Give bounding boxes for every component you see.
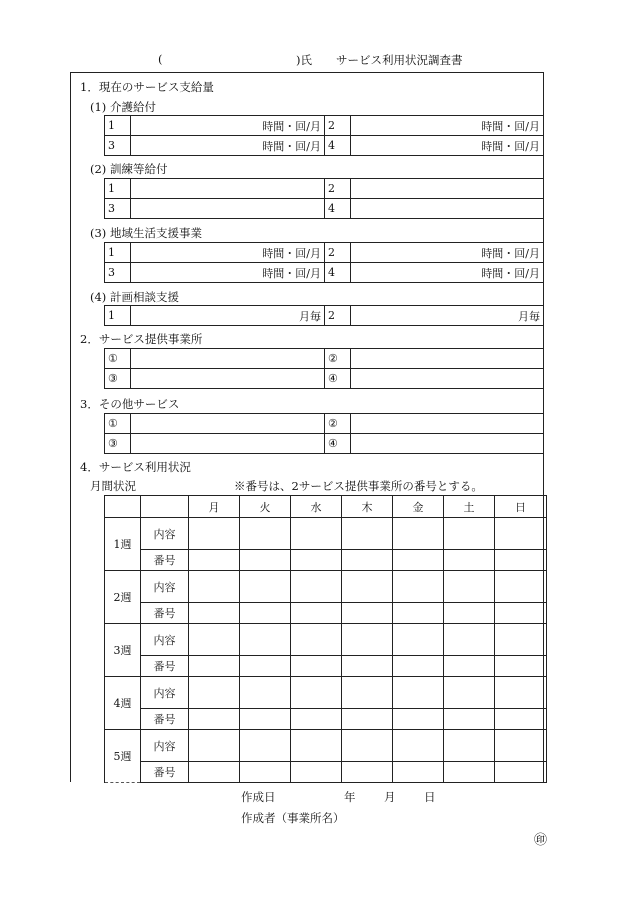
row-number: ①: [105, 349, 131, 369]
schedule-cell[interactable]: [189, 762, 240, 783]
row-number: 2: [325, 116, 351, 136]
entry-field[interactable]: 時間・回/月: [131, 243, 325, 263]
table-row: [105, 550, 547, 571]
content-label: 内容: [141, 624, 189, 656]
row-number: ④: [325, 434, 351, 454]
table-row: [105, 709, 547, 730]
table-row: [105, 306, 544, 326]
community-support-label: (3) 地域生活支援事業: [90, 226, 202, 240]
schedule-cell[interactable]: [189, 730, 240, 762]
schedule-cell[interactable]: [495, 571, 547, 603]
schedule-cell[interactable]: [291, 656, 342, 677]
planning-consult-label: (4) 計画相談支援: [90, 290, 179, 304]
schedule-cell[interactable]: [393, 518, 444, 550]
number-label: 番号: [141, 762, 189, 783]
row-number: ③: [105, 434, 131, 454]
schedule-cell[interactable]: [444, 656, 495, 677]
table-row: [105, 571, 547, 603]
weekly-usage-table: [104, 495, 547, 783]
section-2-heading: 2．サービス提供事業所: [80, 332, 203, 346]
table-row: [105, 656, 547, 677]
month-label: 月: [384, 790, 396, 804]
number-label: 番号: [141, 709, 189, 730]
schedule-cell[interactable]: [189, 624, 240, 656]
schedule-cell[interactable]: [393, 571, 444, 603]
content-label: 内容: [141, 677, 189, 709]
schedule-cell[interactable]: [495, 603, 547, 624]
entry-field[interactable]: 時間・回/月: [131, 116, 325, 136]
seal-icon: ㊞: [534, 833, 548, 848]
content-label: 内容: [141, 518, 189, 550]
entry-field[interactable]: [351, 369, 544, 389]
schedule-cell[interactable]: [444, 571, 495, 603]
content-label: 内容: [141, 730, 189, 762]
table-row: [105, 243, 544, 263]
schedule-cell[interactable]: [393, 709, 444, 730]
table-row: [105, 624, 547, 656]
schedule-cell[interactable]: [444, 730, 495, 762]
number-note: ※番号は、2サービス提供事業所の番号とする。: [234, 479, 483, 493]
number-label: 番号: [141, 603, 189, 624]
schedule-cell[interactable]: [189, 677, 240, 709]
schedule-cell[interactable]: [189, 571, 240, 603]
entry-field[interactable]: [131, 369, 325, 389]
training-benefit-table: [104, 178, 544, 219]
row-number: 3: [105, 136, 131, 156]
schedule-cell[interactable]: [342, 709, 393, 730]
schedule-cell[interactable]: [495, 762, 547, 783]
created-date-label: 作成日: [241, 790, 276, 804]
entry-field[interactable]: 時間・回/月: [351, 243, 544, 263]
schedule-cell[interactable]: [342, 730, 393, 762]
schedule-cell[interactable]: [189, 603, 240, 624]
monthly-status-label: 月間状況: [90, 479, 136, 493]
row-number: 2: [325, 306, 351, 326]
day-header: 火: [240, 496, 291, 518]
schedule-cell[interactable]: [393, 762, 444, 783]
content-label: 内容: [141, 571, 189, 603]
schedule-cell[interactable]: [393, 677, 444, 709]
schedule-cell[interactable]: [393, 624, 444, 656]
day-header: 月: [189, 496, 240, 518]
number-label: 番号: [141, 550, 189, 571]
blank-header: [141, 496, 189, 518]
schedule-cell[interactable]: [342, 571, 393, 603]
schedule-cell[interactable]: [240, 518, 291, 550]
schedule-cell[interactable]: [393, 730, 444, 762]
year-label: 年: [344, 790, 356, 804]
training-benefit-label: (2) 訓練等給付: [90, 162, 168, 176]
day-header: 土: [444, 496, 495, 518]
table-row: [105, 762, 547, 783]
table-row: [105, 116, 544, 136]
entry-field[interactable]: [351, 414, 544, 434]
schedule-cell[interactable]: [291, 677, 342, 709]
day-header: 水: [291, 496, 342, 518]
schedule-cell[interactable]: [291, 730, 342, 762]
care-benefit-table: [104, 115, 544, 156]
entry-field[interactable]: 月毎: [131, 306, 325, 326]
schedule-cell[interactable]: [240, 656, 291, 677]
entry-field[interactable]: [131, 199, 325, 219]
schedule-cell[interactable]: [342, 677, 393, 709]
week-label: 1週: [105, 518, 141, 571]
schedule-cell[interactable]: [444, 624, 495, 656]
schedule-cell[interactable]: [240, 730, 291, 762]
community-support-table: [104, 242, 544, 283]
schedule-cell[interactable]: [444, 709, 495, 730]
schedule-cell[interactable]: [291, 624, 342, 656]
schedule-cell[interactable]: [393, 550, 444, 571]
schedule-cell[interactable]: [342, 656, 393, 677]
schedule-cell[interactable]: [240, 550, 291, 571]
entry-field[interactable]: 時間・回/月: [131, 263, 325, 283]
row-number: 4: [325, 199, 351, 219]
week-label: 5週: [105, 730, 141, 783]
document-title: [0, 52, 630, 70]
schedule-cell[interactable]: [495, 550, 547, 571]
providers-table: [104, 348, 544, 389]
number-label: 番号: [141, 656, 189, 677]
schedule-cell[interactable]: [291, 550, 342, 571]
row-number: 2: [325, 243, 351, 263]
table-row: [105, 677, 547, 709]
schedule-cell[interactable]: [495, 656, 547, 677]
table-row: [105, 199, 544, 219]
schedule-cell[interactable]: [444, 603, 495, 624]
name-close-paren: )氏: [296, 53, 312, 67]
schedule-cell[interactable]: [495, 624, 547, 656]
schedule-cell[interactable]: [291, 709, 342, 730]
schedule-cell[interactable]: [291, 603, 342, 624]
schedule-cell[interactable]: [342, 518, 393, 550]
entry-field[interactable]: 月毎: [351, 306, 544, 326]
section-3-heading: 3．その他サービス: [80, 397, 180, 411]
week-label: 4週: [105, 677, 141, 730]
schedule-cell[interactable]: [495, 730, 547, 762]
row-number: ③: [105, 369, 131, 389]
table-row: [105, 518, 547, 550]
creator-label: 作成者（事業所名）: [241, 811, 345, 825]
entry-field[interactable]: [351, 199, 544, 219]
row-number: 2: [325, 179, 351, 199]
row-number: 3: [105, 199, 131, 219]
planning-consult-table: [104, 305, 544, 326]
entry-field[interactable]: 時間・回/月: [351, 136, 544, 156]
table-row: [105, 730, 547, 762]
table-row: [105, 603, 547, 624]
schedule-cell[interactable]: [342, 624, 393, 656]
page-title: サービス利用状況調査書: [336, 53, 463, 67]
row-number: ④: [325, 369, 351, 389]
schedule-cell[interactable]: [240, 677, 291, 709]
schedule-cell[interactable]: [444, 677, 495, 709]
table-row: [105, 434, 544, 454]
day-header: 日: [495, 496, 547, 518]
schedule-cell[interactable]: [291, 518, 342, 550]
table-row: [105, 136, 544, 156]
entry-field[interactable]: [131, 414, 325, 434]
row-number: ②: [325, 414, 351, 434]
schedule-cell[interactable]: [342, 762, 393, 783]
schedule-cell[interactable]: [342, 550, 393, 571]
schedule-cell[interactable]: [444, 550, 495, 571]
table-row: [105, 263, 544, 283]
blank-header: [105, 496, 141, 518]
week-label: 2週: [105, 571, 141, 624]
schedule-cell[interactable]: [291, 571, 342, 603]
week-label: 3週: [105, 624, 141, 677]
schedule-cell[interactable]: [444, 762, 495, 783]
row-number: 1: [105, 306, 131, 326]
schedule-cell[interactable]: [189, 656, 240, 677]
schedule-cell[interactable]: [189, 709, 240, 730]
schedule-cell[interactable]: [495, 518, 547, 550]
schedule-cell[interactable]: [495, 677, 547, 709]
schedule-cell[interactable]: [444, 518, 495, 550]
entry-field[interactable]: 時間・回/月: [351, 263, 544, 283]
table-row: [105, 414, 544, 434]
row-number: 1: [105, 179, 131, 199]
row-number: 1: [105, 243, 131, 263]
table-row: [105, 179, 544, 199]
schedule-cell[interactable]: [393, 656, 444, 677]
other-services-table: [104, 413, 544, 454]
schedule-cell[interactable]: [240, 624, 291, 656]
day-header: 木: [342, 496, 393, 518]
section-1-heading: 1．現在のサービス支給量: [80, 80, 214, 94]
day-header: 金: [393, 496, 444, 518]
name-open-paren: (: [158, 52, 163, 66]
entry-field[interactable]: [131, 434, 325, 454]
section-4-heading: 4．サービス利用状況: [80, 460, 191, 474]
row-number: ②: [325, 349, 351, 369]
table-row: [105, 369, 544, 389]
row-number: 1: [105, 116, 131, 136]
schedule-cell[interactable]: [189, 518, 240, 550]
care-benefit-label: (1) 介護給付: [90, 100, 156, 114]
row-number: ①: [105, 414, 131, 434]
schedule-cell[interactable]: [495, 709, 547, 730]
day-label: 日: [424, 790, 436, 804]
entry-field[interactable]: [351, 434, 544, 454]
schedule-cell[interactable]: [240, 709, 291, 730]
entry-field[interactable]: [351, 179, 544, 199]
entry-field[interactable]: 時間・回/月: [131, 136, 325, 156]
entry-field[interactable]: [351, 349, 544, 369]
entry-field[interactable]: [131, 349, 325, 369]
schedule-cell[interactable]: [291, 762, 342, 783]
entry-field[interactable]: [131, 179, 325, 199]
table-row: [105, 349, 544, 369]
row-number: 4: [325, 263, 351, 283]
schedule-cell[interactable]: [342, 603, 393, 624]
schedule-cell[interactable]: [240, 603, 291, 624]
schedule-cell[interactable]: [240, 571, 291, 603]
row-number: 3: [105, 263, 131, 283]
entry-field[interactable]: 時間・回/月: [351, 116, 544, 136]
row-number: 4: [325, 136, 351, 156]
schedule-cell[interactable]: [393, 603, 444, 624]
schedule-cell[interactable]: [240, 762, 291, 783]
schedule-cell[interactable]: [189, 550, 240, 571]
